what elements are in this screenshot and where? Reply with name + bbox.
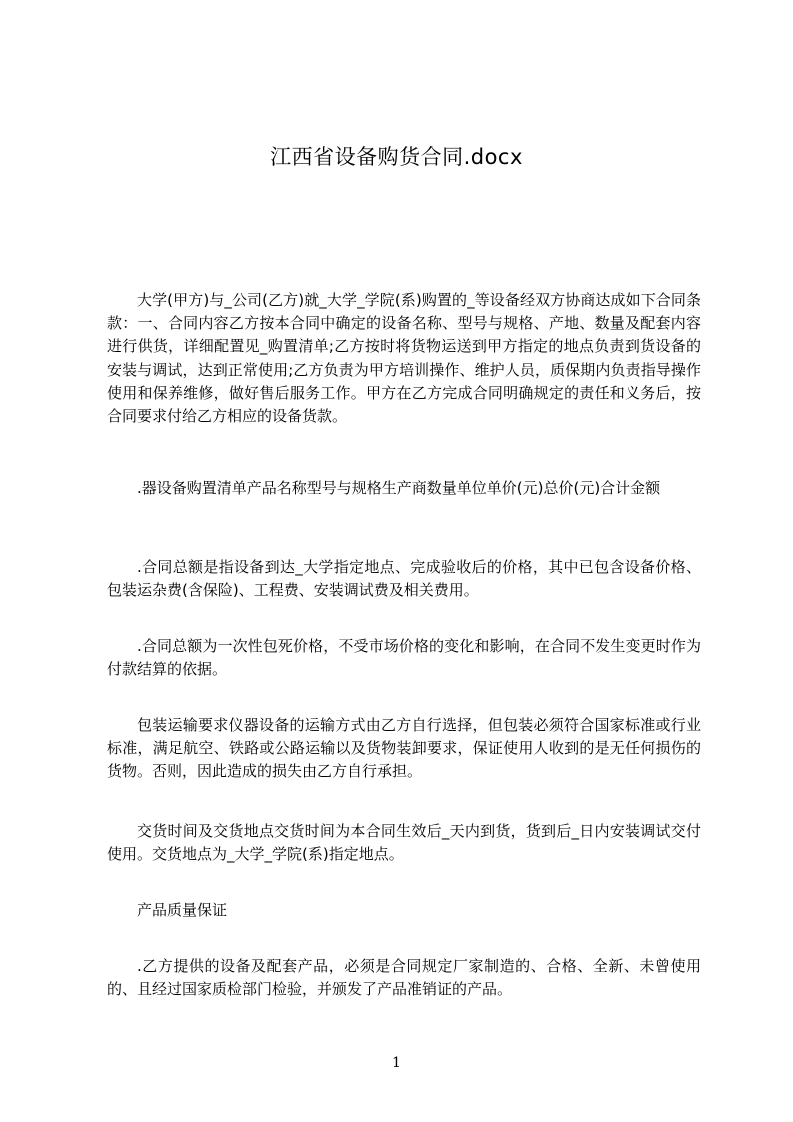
section-heading-quality: 产品质量保证 <box>137 901 228 919</box>
paragraph-packaging-transport: 包装运输要求仪器设备的运输方式由乙方自行选择，但包装必须符合国家标准或行业标准，满足航空、铁路或公路运输以及货物装卸要求，保证使用人收到的是无任何损伤的货物。否则，因此造成的损失由乙方自行承担。 <box>107 716 701 781</box>
document-title: 江西省设备购货合同.docx <box>270 145 523 169</box>
paragraph-contract-intro: 大学(甲方)与_公司(乙方)就_大学_学院(系)购置的_等设备经双方协商达成如下合同条款：一、合同内容乙方按本合同中确定的设备名称、型号与规格、产地、数量及配套内容进行供货，详细配置见_购置清单;乙方按时将货物运送到甲方指定的地点负责到货设备的安装与调试，达到正常使用;乙方负责为甲方培训操作、维护人员，质保期内负责指导操作使用和保养维修，做好售后服务工作。甲方在乙方完成合同明确规定的责任和义务后，按合同要求付给乙方相应的设备货款。 <box>107 291 701 426</box>
page-number: 1 <box>392 1055 401 1071</box>
paragraph-quality-guarantee: .乙方提供的设备及配套产品，必须是合同规定厂家制造的、合格、全新、未曾使用的、且经过国家质检部门检验，并颁发了产品准销证的产品。 <box>107 957 701 999</box>
paragraph-fixed-price: .合同总额为一次性包死价格，不受市场价格的变化和影响，在合同不发生变更时作为付款结算的依据。 <box>107 637 701 679</box>
paragraph-equipment-list: .器设备购置清单产品名称型号与规格生产商数量单位单价(元)总价(元)合计金额 <box>137 479 661 497</box>
paragraph-delivery: 交货时间及交货地点交货时间为本合同生效后_天内到货，货到后_日内安装调试交付使用。交货地点为_大学_学院(系)指定地点。 <box>107 822 701 864</box>
paragraph-total-amount: .合同总额是指设备到达_大学指定地点、完成验收后的价格，其中已包含设备价格、包装运杂费(含保险)、工程费、安装调试费及相关费用。 <box>107 558 701 600</box>
